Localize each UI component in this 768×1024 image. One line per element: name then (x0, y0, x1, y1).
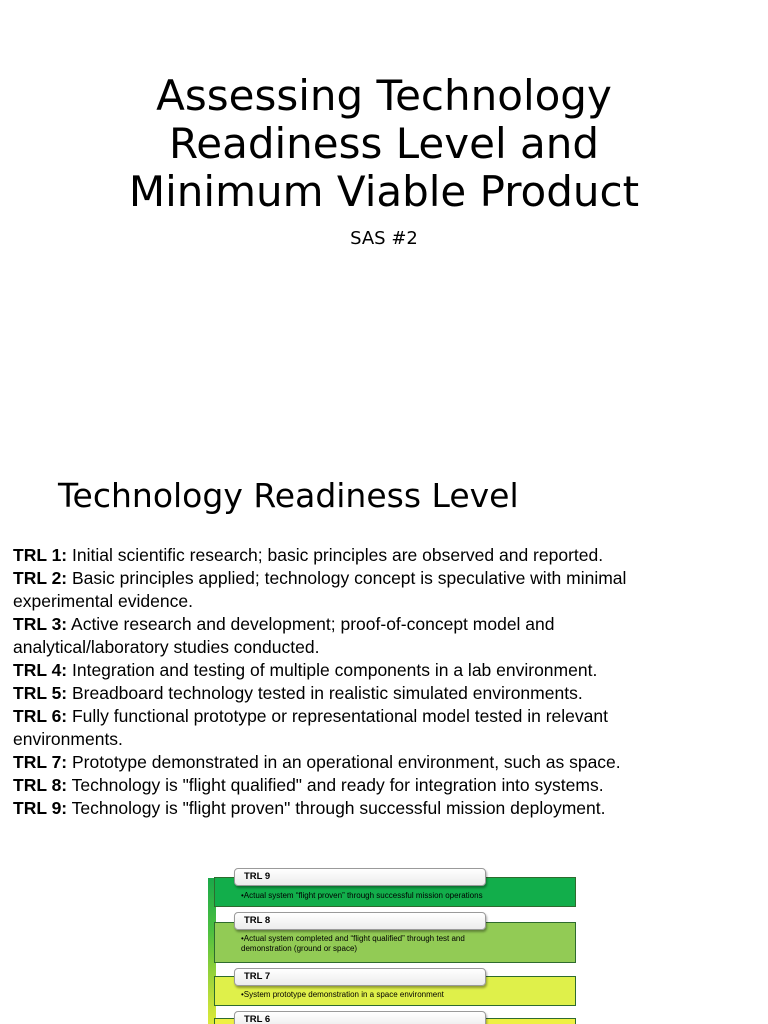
trl-item (13, 544, 713, 567)
trl-label: TRL 9: (13, 798, 68, 818)
title-line: Readiness Level and (168, 119, 599, 168)
trl-description: Fully functional prototype or representational model tested in relevant environments. (13, 706, 608, 749)
trl-9-tab: TRL 9 (234, 868, 486, 886)
trl-item (13, 751, 713, 774)
trl-description: Basic principles applied; technology concept is speculative with minimal experimental evidence. (13, 568, 627, 611)
title-line: Assessing Technology (156, 71, 612, 120)
trl-7-text: •System prototype demonstration in a space environment (241, 990, 444, 999)
trl-description: Breadboard technology tested in realistic simulated environments. (67, 683, 583, 703)
presentation-subtitle: SAS #2 (350, 228, 418, 249)
title-slide (0, 0, 768, 430)
trl-label: TRL 2: (13, 568, 68, 588)
trl-8-tab: TRL 8 (234, 912, 486, 930)
trl-description: Technology is "flight qualified" and ready for integration into systems. (67, 775, 604, 795)
trl-description: Integration and testing of multiple components in a lab environment. (67, 660, 598, 680)
trl-ladder-diagram (208, 866, 580, 1024)
slide-title: Technology Readiness Level (58, 476, 519, 515)
trl-item (13, 682, 713, 705)
trl-list (13, 544, 713, 820)
trl-item (13, 659, 713, 682)
title-line: Minimum Viable Product (128, 167, 640, 216)
trl-label: TRL 3: (13, 614, 68, 634)
trl-label: TRL 7: (13, 752, 68, 772)
trl-item (13, 797, 713, 820)
trl-7-tab: TRL 7 (234, 968, 486, 986)
trl-label: TRL 1: (13, 545, 68, 565)
trl-label: TRL 4: (13, 660, 68, 680)
trl-label: TRL 6: (13, 706, 68, 726)
presentation-title (0, 72, 768, 216)
trl-item (13, 774, 713, 797)
trl-item (13, 705, 713, 751)
trl-9-text: •Actual system “flight proven” through successful mission operations (241, 891, 483, 900)
trl-6-tab: TRL 6 (234, 1011, 486, 1024)
trl-item (13, 567, 713, 613)
trl-label: TRL 8: (13, 775, 68, 795)
trl-item (13, 613, 713, 659)
trl-label: TRL 5: (13, 683, 68, 703)
trl-description: Initial scientific research; basic principles are observed and reported. (67, 545, 604, 565)
trl-description: Technology is "flight proven" through successful mission deployment. (67, 798, 606, 818)
trl-description: Active research and development; proof-of-concept model and analytical/laboratory studies conducted. (13, 614, 555, 657)
trl-description: Prototype demonstrated in an operational environment, such as space. (67, 752, 621, 772)
trl-8-text: •Actual system completed and “flight qualified” through test and demonstration (ground or space) (241, 934, 465, 953)
